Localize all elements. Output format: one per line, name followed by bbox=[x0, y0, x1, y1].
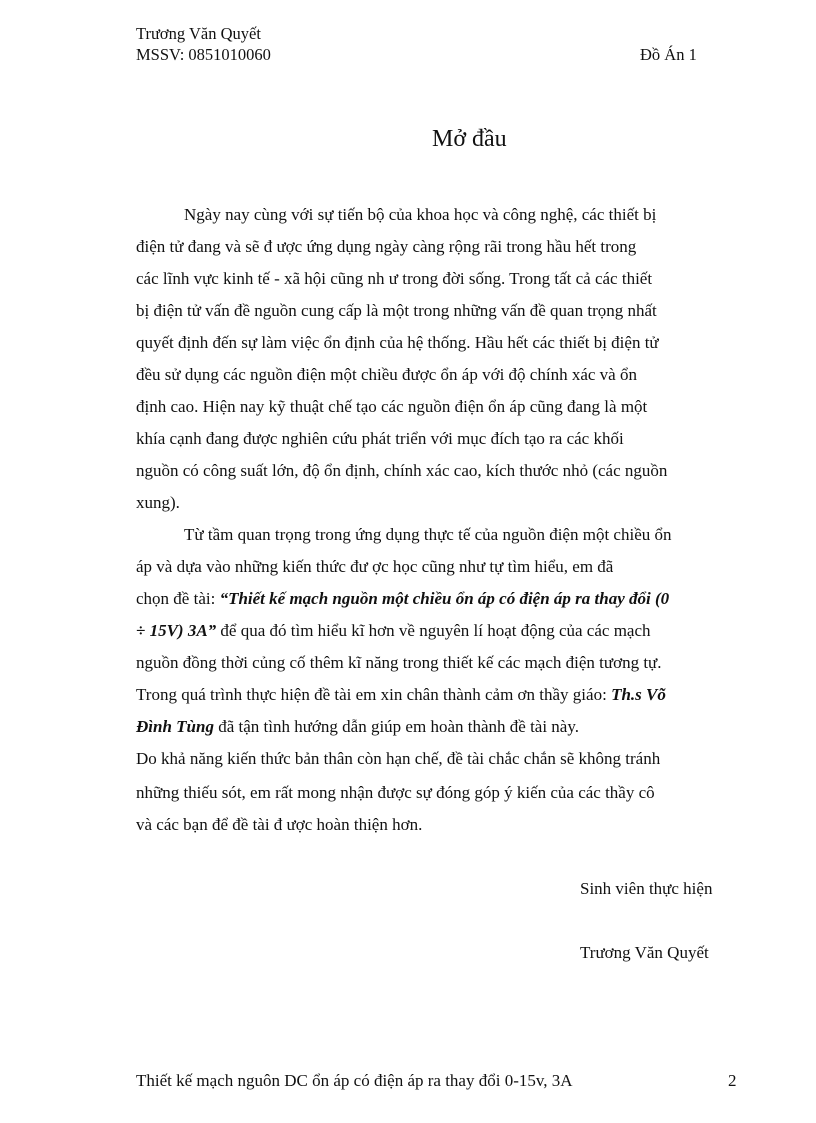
paragraph2-line: áp và dựa vào những kiến thức đư ợc học cũng như tự tìm hiểu, em đã bbox=[136, 557, 614, 576]
paragraph1-line: bị điện tử vấn đề nguồn cung cấp là một trong những vấn đề quan trọng nhất bbox=[136, 301, 657, 320]
signature-name: Trương Văn Quyết bbox=[580, 943, 709, 962]
project-title: ÷ 15V) 3A” bbox=[136, 621, 217, 640]
paragraph1-line: xung). bbox=[136, 493, 180, 512]
project-title: “Thiết kế mạch nguồn một chiều ổn áp có điện áp ra thay đổi (0 bbox=[219, 589, 670, 608]
paragraph1-line: đều sử dụng các nguồn điện một chiều được ổn áp với độ chính xác và ổn bbox=[136, 365, 637, 384]
teacher-name: Đình Tùng bbox=[136, 717, 214, 736]
paragraph1-line: điện tử đang và sẽ đ ược ứng dụng ngày càng rộng rãi trong hầu hết trong bbox=[136, 237, 637, 256]
header-author: Trương Văn Quyết bbox=[136, 24, 261, 43]
footer-text: Thiết kế mạch nguôn DC ổn áp có điện áp ra thay đổi 0-15v, 3A bbox=[136, 1071, 573, 1090]
paragraph3-line: Do khả năng kiến thức bản thân còn hạn chế, đề tài chắc chắn sẽ không tránh bbox=[136, 749, 661, 768]
header-course: Đồ Án 1 bbox=[640, 45, 697, 64]
page-number: 2 bbox=[728, 1071, 737, 1090]
paragraph1-line: khía cạnh đang được nghiên cứu phát triển với mục đích tạo ra các khối bbox=[136, 429, 624, 448]
paragraph1-line: quyết định đến sự làm việc ổn định của hệ thống. Hầu hết các thiết bị điện tử bbox=[136, 333, 659, 352]
paragraph2-text: đã tận tình hướng dẫn giúp em hoàn thành đề tài này. bbox=[213, 717, 579, 736]
paragraph1-line: Ngày nay cùng với sự tiến bộ của khoa học và công nghệ, các thiết bị bbox=[184, 205, 657, 224]
teacher-name: Th.s Võ bbox=[611, 685, 666, 704]
paragraph3-line: những thiếu sót, em rất mong nhận được sự đóng góp ý kiến của các thầy cô bbox=[136, 783, 655, 802]
header-student-id: MSSV: 0851010060 bbox=[136, 45, 271, 64]
paragraph1-line: nguồn có công suất lớn, độ ổn định, chính xác cao, kích thước nhỏ (các nguồn bbox=[136, 461, 668, 480]
paragraph2-text: để qua đó tìm hiểu kĩ hơn về nguyên lí hoạt động của các mạch bbox=[216, 621, 651, 640]
paragraph2-text: chọn đề tài: bbox=[136, 589, 220, 608]
paragraph1-line: định cao. Hiện nay kỹ thuật chế tạo các nguồn điện ổn áp cũng đang là một bbox=[136, 397, 648, 416]
page-title: Mở đầu bbox=[432, 126, 507, 152]
paragraph2-line: Từ tầm quan trọng trong ứng dụng thực tế của nguồn điện một chiều ổn bbox=[184, 525, 672, 544]
paragraph1-line: các lĩnh vực kinh tế - xã hội cũng nh ư trong đời sống. Trong tất cả các thiết bbox=[136, 269, 653, 288]
paragraph2-line bbox=[136, 619, 651, 643]
paragraph2-text: Trong quá trình thực hiện đề tài em xin chân thành cảm ơn thầy giáo: bbox=[136, 685, 612, 704]
paragraph2-line bbox=[136, 715, 579, 739]
signature-role: Sinh viên thực hiện bbox=[580, 879, 713, 898]
paragraph3-line: và các bạn để đề tài đ ược hoàn thiện hơn. bbox=[136, 815, 423, 834]
paragraph2-line bbox=[136, 683, 666, 707]
paragraph2-line: nguồn đồng thời củng cố thêm kĩ năng trong thiết kế các mạch điện tương tự. bbox=[136, 653, 662, 672]
paragraph2-line bbox=[136, 587, 669, 611]
